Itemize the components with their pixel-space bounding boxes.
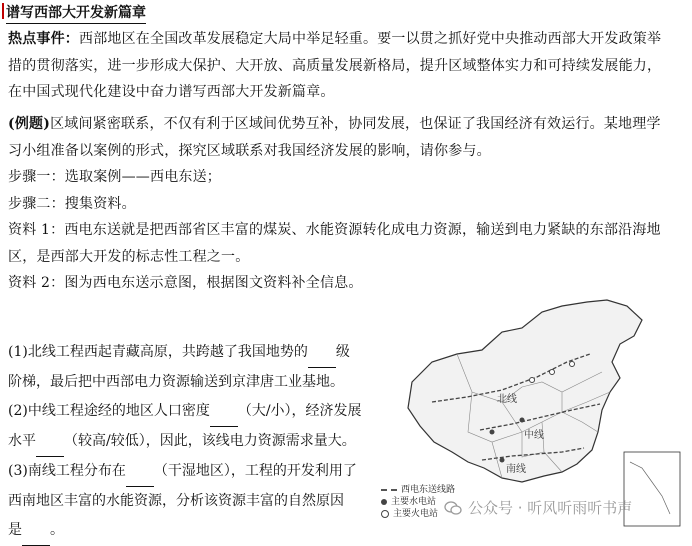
q3-text-d: 是 (8, 522, 22, 538)
legend-route (381, 484, 455, 496)
questions (8, 338, 378, 546)
q2-answer-blank-2[interactable] (36, 427, 64, 457)
question-1-line-2: 阶梯，最后把中西部电力资源输送到京津唐工业基地。 (8, 374, 344, 390)
wechat-icon (444, 500, 462, 516)
material-2: 资料 2：图为西电东送示意图，根据图文资料补全信息。 (8, 275, 363, 291)
question-3-line-1 (8, 457, 378, 487)
hot-event-line-3: 在中国式现代化建设中奋力谱写西部大开发新篇章。 (8, 84, 335, 100)
legend-hydro-label: 主要水电站 (391, 497, 437, 507)
q2-text-c: 水平 (8, 433, 36, 449)
map-label-north: 北线 (497, 394, 517, 405)
hydro-station (490, 430, 495, 435)
map-label-middle: 中线 (524, 430, 544, 441)
q1-text-a: (1)北线工程西起青藏高原，共跨越了我国地势的 (8, 344, 308, 360)
q2-answer-blank-1[interactable] (210, 397, 238, 427)
page-title: 谱写西部大开发新篇章 (6, 2, 146, 24)
hydro-station (520, 418, 525, 423)
example-line-2: 习小组准备以案例的形式，探究区域联系对我国经济发展的影响，请你参与。 (8, 142, 491, 159)
thermal-station (550, 370, 555, 375)
hot-event-paragraph (8, 26, 688, 106)
example-paragraph (8, 111, 688, 297)
map-label-south: 南线 (506, 464, 526, 475)
legend-route-swatch (381, 489, 397, 491)
question-3-line-2: 西南地区丰富的水能资源，分析该资源丰富的自然原因 (8, 493, 344, 509)
q2-text-b: （大/小），经济发展 (237, 403, 362, 419)
q3-text-e: 。 (50, 522, 64, 538)
step-one: 步骤一：选取案例——西电东送； (8, 169, 221, 185)
example-label: (例题) (8, 116, 51, 132)
watermark-text: 公众号 · 听风听雨听书声 (468, 499, 633, 517)
hot-event-line-1 (8, 26, 688, 53)
q3-text-a: (3)南线工程分布在 (8, 463, 126, 479)
legend-thermal-swatch (381, 510, 389, 518)
question-2-line-2 (8, 427, 378, 457)
q1-answer-blank[interactable] (308, 338, 336, 368)
watermark (444, 497, 632, 518)
q2-text-d: （较高/较低），因此，该线电力资源需求量大。 (64, 433, 356, 449)
thermal-station (570, 362, 575, 367)
title-accent-bar (2, 3, 4, 19)
q3-answer-blank-2[interactable] (22, 516, 50, 546)
legend-hydro-swatch (381, 499, 387, 505)
question-3-line-3 (8, 516, 378, 546)
material-1-line-2: 区，是西部大开发的标志性工程之一。 (8, 248, 250, 265)
q2-text-a: (2)中线工程途经的地区人口密度 (8, 403, 210, 419)
q3-text-b: （干湿地区），工程的开发利用了 (153, 463, 357, 479)
thermal-station (530, 378, 535, 383)
material-1-line-1: 资料 1：西电东送就是把西部省区丰富的煤炭、水能资源转化成电力资源，输送到电力紧缺的东部沿海地 (8, 222, 661, 238)
hydro-station (500, 458, 505, 463)
legend-thermal-label: 主要火电站 (393, 509, 439, 519)
q1-text-b: 级 (335, 344, 350, 360)
question-1-line-1 (8, 338, 378, 368)
example-line-1 (8, 111, 688, 138)
legend-route-label: 西电东送线路 (401, 485, 456, 495)
question-2-line-1 (8, 397, 378, 427)
example-text-1: 区域间紧密联系，不仅有利于区域间优势互补，协同发展，也保证了我国经济有效运行。某地理学 (50, 116, 661, 132)
hot-event-line-2: 措的贯彻落实，进一步形成大保护、大开放、高质量发展新格局，提升区域整体实力和可持续发展能力， (8, 57, 662, 74)
hot-event-label: 热点事件： (8, 31, 79, 47)
q3-answer-blank-1[interactable] (126, 457, 154, 487)
step-two: 步骤二：搜集资料。 (8, 195, 136, 212)
hot-event-text-1: 西部地区在全国改革发展稳定大局中举足轻重。要一以贯之抓好党中央推动西部大开发政策举 (79, 31, 662, 47)
